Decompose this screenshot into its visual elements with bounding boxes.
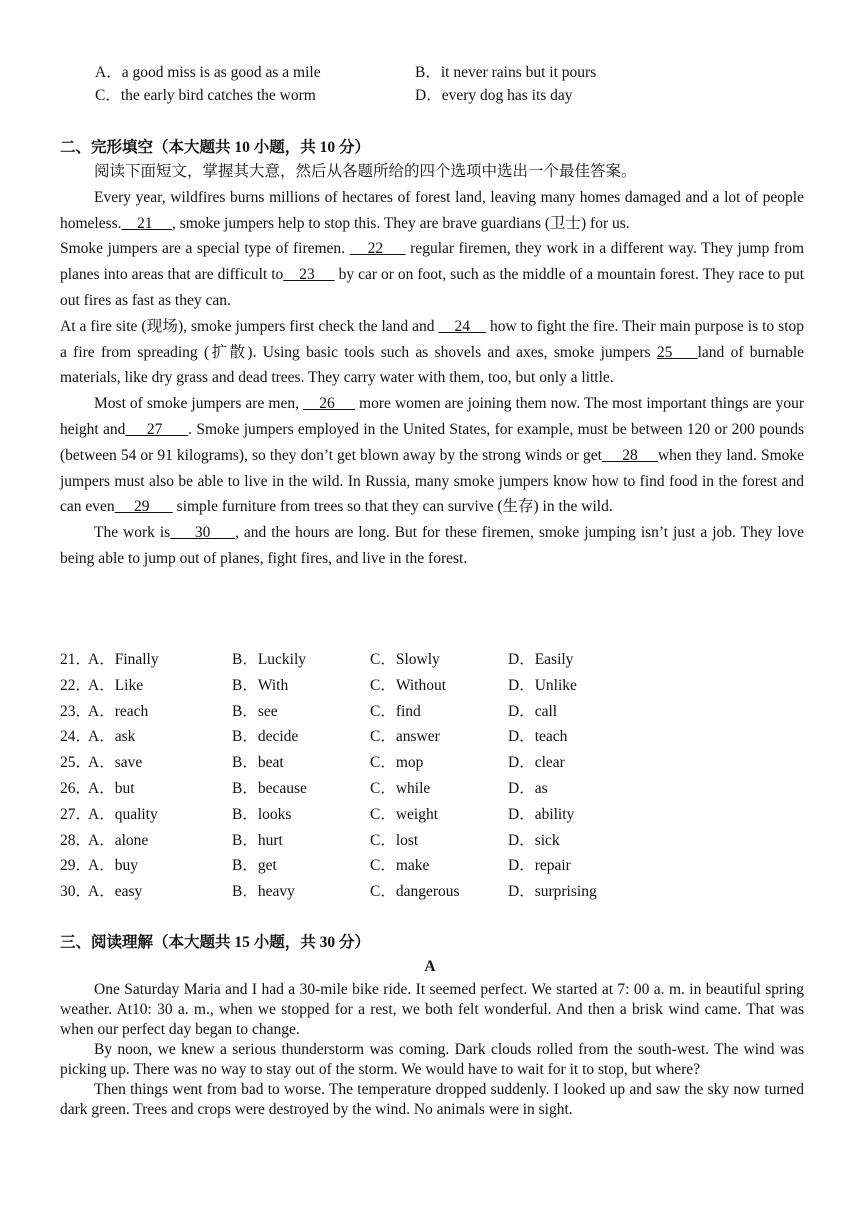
option-c: C．the early bird catches the worm: [95, 87, 316, 104]
blank-26: 26: [303, 395, 355, 413]
text: , and the hours are long. But for these firemen, smoke jumping isn’t just a job. They love being able to jump out of planes, fight fires, and live in the forest.: [60, 524, 805, 567]
reading-paragraph: Then things went from bad to worse. The temperature dropped suddenly. I looked up and saw the sky now turned dark green. Trees and crops were destroyed by the wind. No animals were in sight.: [60, 1081, 804, 1118]
option-a: A．but: [88, 779, 135, 797]
option-b: B．heavy: [232, 883, 295, 901]
option-a: A．ask: [88, 728, 136, 746]
question-number: 26．: [60, 779, 92, 797]
question-number: 29．: [60, 857, 92, 875]
option-b: B．it never rains but it pours: [415, 64, 597, 81]
text: land of burnable materials, like dry grass and dead trees. They carry water with them, too, but only a little.: [60, 343, 805, 387]
option-d: D．teach: [508, 728, 568, 746]
text: The work is: [94, 524, 171, 542]
option-a: A．quality: [88, 805, 158, 823]
cloze-paragraph: [60, 314, 804, 391]
option-d: D．Unlike: [508, 676, 577, 694]
blank-23: 23: [283, 266, 335, 284]
option-a: A．reach: [88, 702, 149, 720]
option-a: A．Finally: [88, 651, 159, 668]
blank-27: 27: [125, 420, 189, 438]
text: regular firemen, they work in a different way. They jump from planes into areas that are difficult to: [60, 240, 804, 284]
option-c: C．answer: [370, 728, 440, 746]
text: . Smoke jumpers employed in the United States, for example, must be between 120 or 200 pounds (between 54 or 91 kilograms), so they don’t get blown away by the strong winds or get: [60, 420, 805, 464]
question-number: 27．: [60, 805, 92, 823]
blank-22: 22: [349, 240, 406, 258]
text: At a fire site (现场), smoke jumpers first check the land and: [60, 317, 439, 335]
option-d: D．repair: [508, 857, 571, 875]
question-number: 28．: [60, 831, 92, 849]
option-d: D．ability: [508, 805, 575, 823]
section-heading-cloze: 二、完形填空（本大题共 10 小题，共 10 分）: [60, 139, 371, 156]
option-c: C．mop: [370, 754, 424, 772]
cloze-passage: [60, 159, 804, 572]
option-b: B．Luckily: [232, 651, 307, 668]
option-c: C．Without: [370, 676, 447, 694]
option-c: C．lost: [370, 831, 419, 849]
option-c: C．find: [370, 702, 421, 720]
option-b: B．beat: [232, 754, 284, 772]
text: when they land. Smoke jumpers must also be able to live in the wild. In Russia, many smoke jumpers know how to find food in the forest and can even: [60, 446, 805, 516]
cloze-paragraph: [60, 185, 804, 237]
option-a: A．buy: [88, 857, 138, 875]
reading-paragraph: One Saturday Maria and I had a 30-mile bike ride. It seemed perfect. We started at 7: 00 a. m. in beautiful spring weather. At10: 30 a. m., when we stopped for a rest, we both felt wonderful. And then a brisk wind came. That was when our perfect day began to change.: [60, 981, 804, 1038]
option-a: A．Like: [88, 676, 144, 694]
reading-passage: [60, 980, 804, 1120]
blank-24: 24: [438, 317, 487, 335]
section-heading-reading: 三、阅读理解（本大题共 15 小题，共 30 分）: [60, 934, 371, 951]
previous-question-options: [95, 61, 597, 107]
option-b: B．decide: [232, 728, 299, 746]
option-c: C．Slowly: [370, 651, 440, 668]
text: by car or on foot, such as the middle of a mountain forest. They race to put out fires as fast as they can.: [60, 266, 804, 309]
option-b: B．see: [232, 702, 278, 720]
option-d: D．Easily: [508, 651, 574, 668]
option-d: D．clear: [508, 754, 565, 772]
blank-21: 21: [121, 214, 172, 232]
text: Smoke jumpers are a special type of firemen.: [60, 240, 350, 258]
reading-paragraph: By noon, we knew a serious thunderstorm was coming. Dark clouds rolled from the south-west. The wind was picking up. There was no way to stay out of the storm. We would have to wait for it to stop, but where?: [60, 1041, 804, 1078]
question-number: 24．: [60, 728, 92, 746]
blank-30: 30: [170, 524, 236, 542]
option-b: B．get: [232, 857, 277, 875]
text: simple furniture from trees so that they can survive (生存) in the wild.: [172, 498, 613, 516]
blank-28: 28: [601, 446, 658, 464]
option-d: D．every dog has its day: [415, 87, 573, 104]
blank-25: 25: [656, 343, 698, 361]
question-number: 23．: [60, 702, 92, 720]
option-a: A．a good miss is as good as a mile: [95, 64, 321, 81]
option-b: B．With: [232, 676, 289, 694]
option-c: C．while: [370, 779, 431, 797]
text: more women are joining them now. The most important things are your height and: [60, 395, 804, 438]
option-b: B．hurt: [232, 831, 283, 849]
question-number: 22．: [60, 676, 92, 694]
option-b: B．because: [232, 779, 307, 797]
option-a: A．save: [88, 754, 143, 772]
question-number: 25．: [60, 754, 92, 772]
passage-title: A: [424, 958, 436, 975]
option-d: D．sick: [508, 831, 560, 849]
option-c: C．dangerous: [370, 883, 460, 901]
cloze-paragraph: [60, 236, 804, 313]
cloze-paragraph: [60, 520, 804, 572]
cloze-instruction: 阅读下面短文，掌握其大意，然后从各题所给的四个选项中选出一个最佳答案。: [94, 163, 637, 180]
question-number: 30．: [60, 883, 92, 901]
option-a: A．easy: [88, 883, 143, 901]
option-c: C．make: [370, 857, 430, 875]
blank-29: 29: [114, 498, 173, 516]
text: Every year, wildfires burns millions of hectares of forest land, leaving many homes damaged and a lot of people homeless.: [60, 188, 804, 232]
text: Most of smoke jumpers are men,: [94, 395, 303, 413]
option-a: A．alone: [88, 831, 149, 849]
option-d: D．call: [508, 702, 558, 720]
text: , smoke jumpers help to stop this. They are brave guardians (卫士) for us.: [171, 214, 630, 232]
option-c: C．weight: [370, 805, 439, 823]
option-d: D．surprising: [508, 883, 597, 901]
text: how to fight the fire. Their main purpose is to stop a fire from spreading (扩散). Using basic tools such as shovels and axes, smoke jumpers: [60, 317, 804, 361]
option-d: D．as: [508, 779, 548, 797]
option-b: B．looks: [232, 805, 292, 823]
cloze-paragraph: [60, 391, 804, 520]
question-number: 21．: [60, 651, 92, 668]
